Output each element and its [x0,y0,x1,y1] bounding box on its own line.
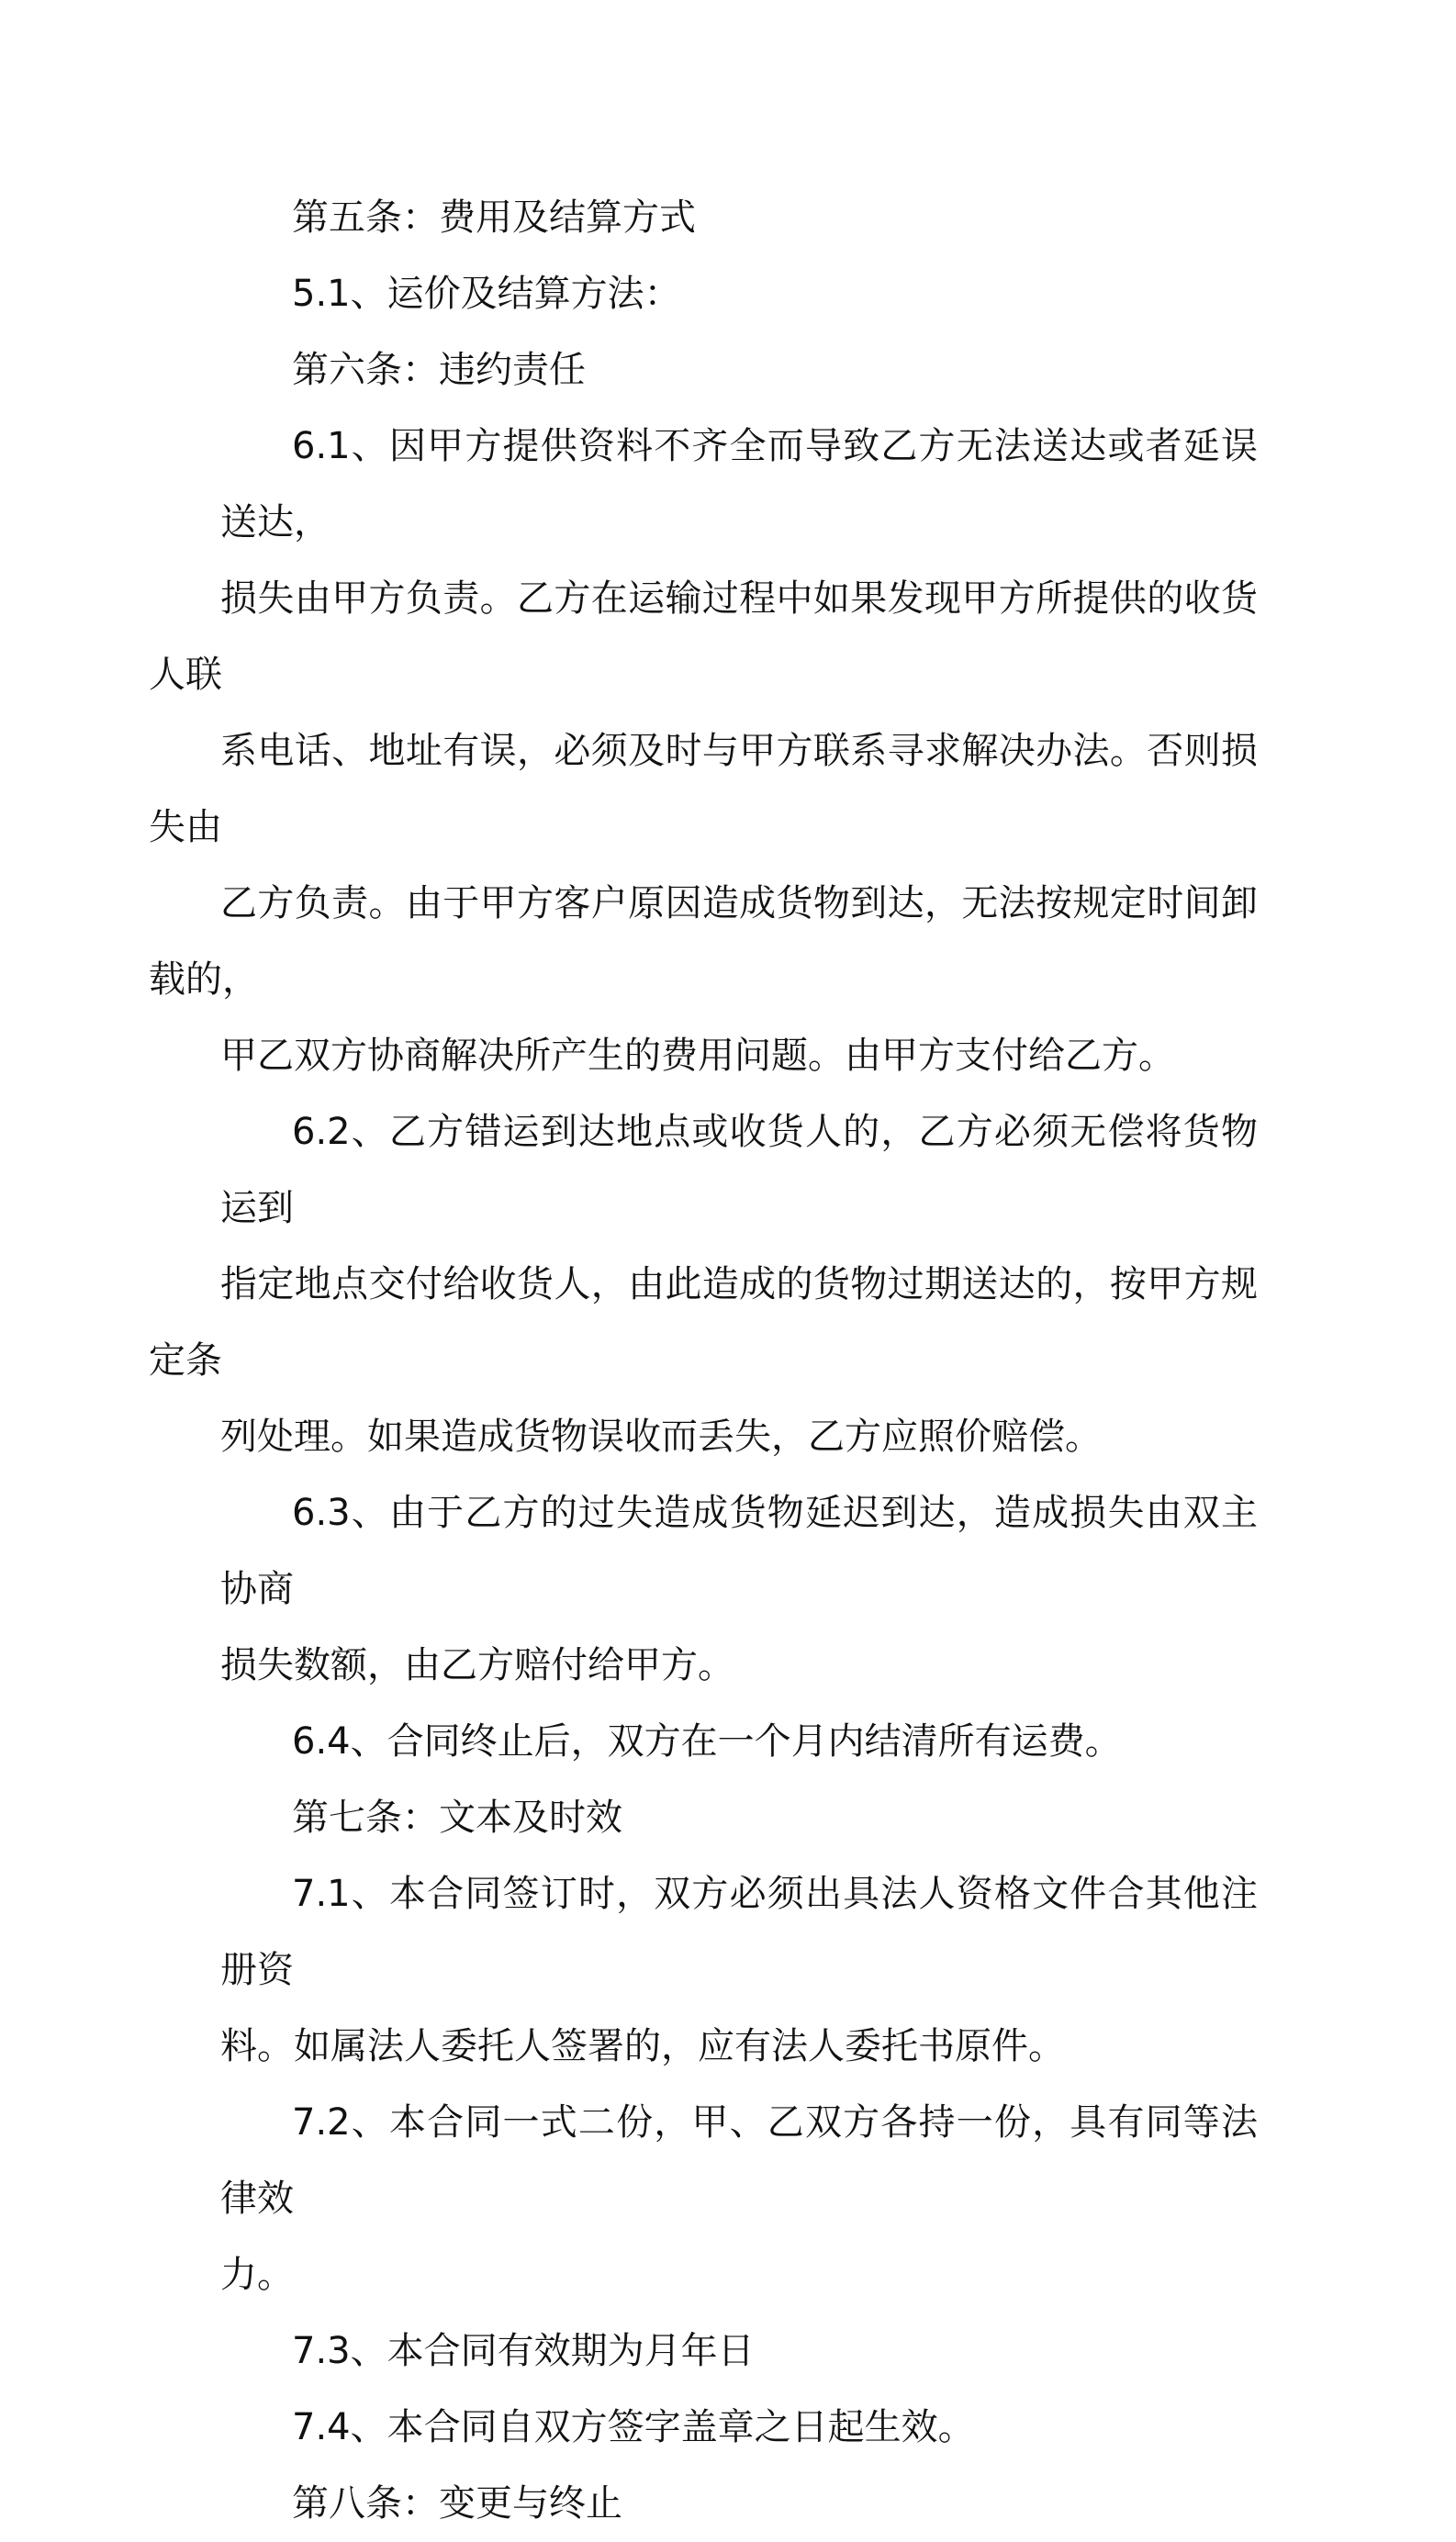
document-page [149,180,1258,2542]
text-line: 第五条：费用及结算方式 [292,196,696,239]
text-line: 乙方负责。由于甲方客户原因造成货物到达，无法按规定时间卸载的， [149,882,1258,1001]
text-line: 甲乙双方协商解决所产生的费用问题。由甲方支付给乙方。 [220,1035,1175,1077]
clause-paragraph [149,1094,1258,1475]
section-heading [220,332,1258,409]
clause-paragraph [220,1856,1258,2085]
text-line: 6.3、由于乙方的过失造成货物延迟到达，造成损失由双主协商 [220,1492,1258,1610]
text-line: 系电话、地址有误，必须及时与甲方联系寻求解决办法。否则损失由 [149,730,1258,848]
text-line: 指定地点交付给收货人，由此造成的货物过期送达的，按甲方规定条 [149,1263,1258,1382]
text-line: 料。如属法人委托人签署的，应有法人委托书原件。 [220,2025,1065,2067]
document-body [149,180,1258,2542]
text-line: 6.4、合同终止后，双方在一个月内结清所有运费。 [292,1720,1122,1763]
section-heading [220,1780,1258,1856]
clause-paragraph [220,2085,1258,2313]
clause-paragraph [220,1704,1258,1780]
text-line: 列处理。如果造成货物误收而丢失，乙方应照价赔偿。 [220,1416,1102,1458]
section-heading [220,180,1258,256]
clause-paragraph [149,409,1258,1094]
text-line: 7.1、本合同签订时，双方必须出具法人资格文件合其他注册资 [220,1873,1258,1991]
text-line: 6.1、因甲方提供资料不齐全而导致乙方无法送达或者延误送达， [220,425,1258,543]
clause-paragraph [220,2313,1258,2390]
text-line: 第七条：文本及时效 [292,1797,622,1839]
text-line: 7.2、本合同一式二份，甲、乙双方各持一份，具有同等法律效 [220,2101,1258,2220]
text-line: 7.4、本合同自双方签字盖章之日起生效。 [292,2406,975,2448]
text-line: 第八条：变更与终止 [292,2482,622,2525]
text-line: 损失由甲方负责。乙方在运输过程中如果发现甲方所提供的收货人联 [149,577,1258,696]
text-line: 第六条：违约责任 [292,349,586,391]
section-heading [220,2466,1258,2542]
text-line: 6.2、乙方错运到达地点或收货人的，乙方必须无偿将货物运到 [220,1111,1258,1229]
clause-paragraph [220,1475,1258,1704]
text-line: 损失数额，由乙方赔付给甲方。 [220,1644,734,1686]
text-line: 7.3、本合同有效期为月年日 [292,2330,755,2372]
text-line: 5.1、运价及结算方法： [292,273,681,315]
clause-paragraph [220,256,1258,332]
clause-paragraph [220,2390,1258,2466]
text-line: 力。 [220,2254,294,2296]
